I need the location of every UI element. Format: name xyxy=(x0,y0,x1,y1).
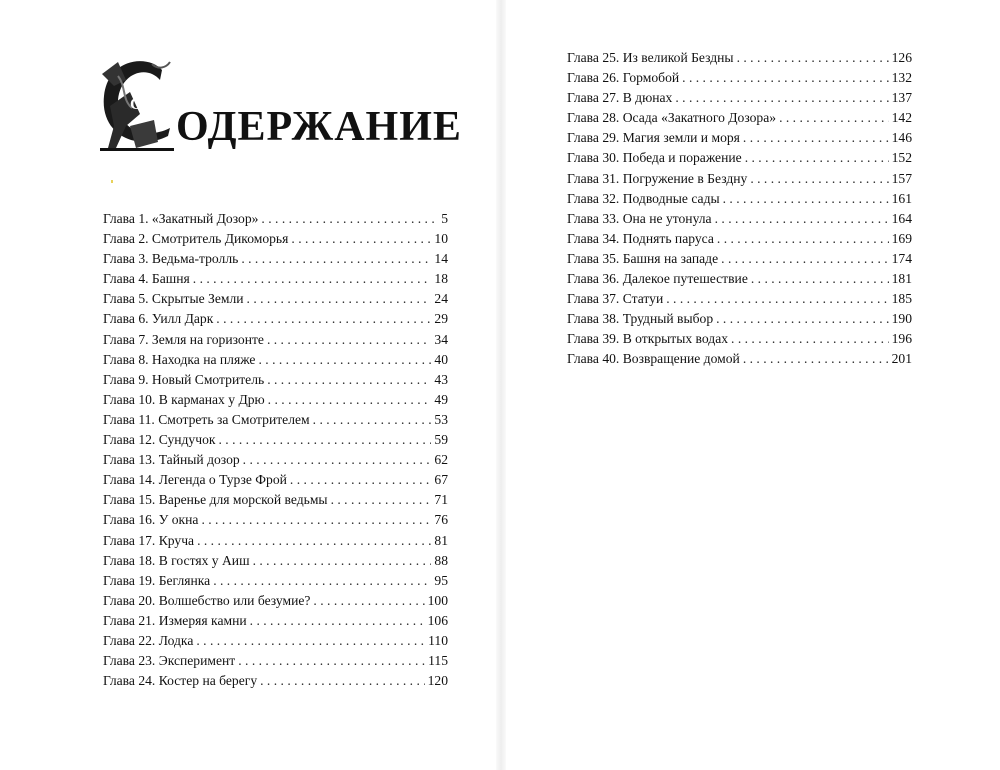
toc-leader-dots xyxy=(258,350,431,370)
toc-entry-title: Глава 26. Гормобой xyxy=(567,70,680,86)
toc-entry-title: Глава 34. Поднять паруса xyxy=(567,230,714,246)
toc-entry-page: 40 xyxy=(434,351,448,367)
toc-entry xyxy=(567,329,912,349)
toc-entry-title: Глава 10. В карманах у Дрю xyxy=(103,391,265,407)
toc-leader-dots xyxy=(268,390,432,410)
toc-entry xyxy=(103,289,448,309)
toc-entry-page: 110 xyxy=(428,632,448,648)
toc-leader-dots xyxy=(313,591,424,611)
toc-leader-dots xyxy=(196,631,425,651)
toc-entry xyxy=(103,209,448,229)
toc-leader-dots xyxy=(290,470,431,490)
toc-entry-page: 34 xyxy=(434,331,448,347)
toc-leader-dots xyxy=(201,510,431,530)
toc-entry-page: 190 xyxy=(891,311,912,327)
toc-entry-title: Глава 9. Новый Смотритель xyxy=(103,371,265,387)
toc-entry-title: Глава 19. Беглянка xyxy=(103,572,211,588)
toc-entry xyxy=(567,289,912,309)
toc-entry-page: 43 xyxy=(434,371,448,387)
toc-leader-dots xyxy=(193,269,432,289)
toc-entry-title: Глава 5. Скрытые Земли xyxy=(103,291,244,307)
toc-column-left xyxy=(103,209,448,691)
toc-entry-title: Глава 1. «Закатный Дозор» xyxy=(103,211,259,226)
toc-entry xyxy=(103,531,448,551)
toc-entry-page: 161 xyxy=(891,190,912,206)
toc-entry-title: Глава 23. Эксперимент xyxy=(103,653,236,669)
toc-leader-dots xyxy=(721,249,888,269)
toc-entry xyxy=(103,350,448,370)
toc-entry-title: Глава 21. Измеряя камни xyxy=(103,612,247,628)
toc-entry-page: 157 xyxy=(891,170,912,186)
toc-leader-dots xyxy=(723,189,889,209)
toc-entry xyxy=(567,189,912,209)
toc-entry-page: 81 xyxy=(434,532,448,548)
toc-leader-dots xyxy=(682,68,888,88)
toc-entry xyxy=(103,390,448,410)
toc-entry xyxy=(567,148,912,168)
ornamental-initial xyxy=(96,56,178,152)
title-text: ОДЕРЖАНИЕ xyxy=(176,104,462,150)
toc-entry xyxy=(103,551,448,571)
toc-entry xyxy=(103,410,448,430)
toc-entry xyxy=(567,48,912,68)
toc-entry-page: 152 xyxy=(891,150,912,166)
print-speck xyxy=(111,180,113,183)
toc-entry-page: 169 xyxy=(891,230,912,246)
toc-leader-dots xyxy=(238,651,425,671)
toc-leader-dots xyxy=(313,410,432,430)
toc-entry-page: 132 xyxy=(891,70,912,86)
toc-entry xyxy=(103,510,448,530)
toc-entry-page: 67 xyxy=(434,472,448,488)
toc-entry-page: 120 xyxy=(427,673,448,689)
toc-entry-page: 201 xyxy=(891,351,912,367)
toc-entry-title: Глава 6. Уилл Дарк xyxy=(103,311,214,327)
toc-entry-page: 164 xyxy=(891,210,912,226)
toc-entry-title: Глава 36. Далекое путешествие xyxy=(567,271,748,287)
toc-entry xyxy=(103,450,448,470)
toc-leader-dots xyxy=(243,450,432,470)
toc-leader-dots xyxy=(291,229,431,249)
toc-entry xyxy=(103,490,448,510)
toc-leader-dots xyxy=(716,309,888,329)
toc-entry-page: 126 xyxy=(891,50,912,65)
toc-entry-title: Глава 31. Погружение в Бездну xyxy=(567,170,748,186)
toc-entry-title: Глава 8. Находка на пляже xyxy=(103,351,256,367)
toc-entry-title: Глава 14. Легенда о Турзе Фрой xyxy=(103,472,287,488)
toc-leader-dots xyxy=(250,611,425,631)
toc-entry-title: Глава 2. Смотритель Дикоморья xyxy=(103,231,289,247)
toc-entry-title: Глава 11. Смотреть за Смотрителем xyxy=(103,411,310,427)
toc-entry-page: 196 xyxy=(891,331,912,347)
toc-entry-page: 5 xyxy=(441,211,448,226)
toc-entry xyxy=(567,68,912,88)
toc-leader-dots xyxy=(331,490,432,510)
toc-entry-page: 24 xyxy=(434,291,448,307)
toc-leader-dots xyxy=(737,48,889,68)
toc-entry xyxy=(103,309,448,329)
toc-leader-dots xyxy=(779,108,889,128)
toc-entry-page: 76 xyxy=(434,512,448,528)
toc-entry-title: Глава 38. Трудный выбор xyxy=(567,311,714,327)
toc-entry-title: Глава 12. Сундучок xyxy=(103,432,216,448)
toc-entry xyxy=(103,571,448,591)
toc-leader-dots xyxy=(750,169,888,189)
toc-leader-dots xyxy=(715,209,889,229)
toc-leader-dots xyxy=(253,551,432,571)
toc-entry-title: Глава 3. Ведьма-тролль xyxy=(103,251,239,267)
toc-entry xyxy=(103,330,448,350)
toc-leader-dots xyxy=(675,88,888,108)
toc-entry-title: Глава 28. Осада «Закатного Дозора» xyxy=(567,110,777,126)
toc-entry xyxy=(103,229,448,249)
toc-entry-title: Глава 27. В дюнах xyxy=(567,90,673,106)
toc-leader-dots xyxy=(197,531,431,551)
toc-entry-page: 88 xyxy=(434,552,448,568)
toc-leader-dots xyxy=(751,269,889,289)
toc-entry xyxy=(567,309,912,329)
toc-entry-title: Глава 37. Статуи xyxy=(567,291,664,307)
toc-leader-dots xyxy=(743,349,889,369)
toc-entry-page: 10 xyxy=(434,231,448,247)
toc-entry xyxy=(567,249,912,269)
toc-entry xyxy=(567,269,912,289)
toc-entry xyxy=(567,349,912,369)
toc-entry-title: Глава 7. Земля на горизонте xyxy=(103,331,264,347)
toc-leader-dots xyxy=(267,370,431,390)
toc-entry-title: Глава 16. У окна xyxy=(103,512,199,528)
toc-entry-title: Глава 32. Подводные сады xyxy=(567,190,720,206)
toc-entry-title: Глава 18. В гостях у Аиш xyxy=(103,552,250,568)
toc-entry xyxy=(103,591,448,611)
toc-entry-page: 137 xyxy=(891,90,912,106)
toc-entry xyxy=(103,370,448,390)
toc-leader-dots xyxy=(216,309,431,329)
toc-leader-dots xyxy=(666,289,888,309)
toc-entry-page: 53 xyxy=(434,411,448,427)
toc-entry-page: 115 xyxy=(428,653,448,669)
toc-entry-title: Глава 30. Победа и поражение xyxy=(567,150,742,166)
toc-leader-dots xyxy=(745,148,889,168)
toc-entry-page: 14 xyxy=(434,251,448,267)
toc-entry xyxy=(103,671,448,691)
toc-entry xyxy=(567,88,912,108)
toc-entry xyxy=(567,128,912,148)
toc-entry-title: Глава 40. Возвращение домой xyxy=(567,351,740,367)
toc-entry-page: 71 xyxy=(434,492,448,508)
toc-leader-dots xyxy=(241,249,431,269)
toc-column-right xyxy=(567,48,912,370)
toc-entry xyxy=(103,430,448,450)
toc-entry-page: 181 xyxy=(891,271,912,287)
toc-entry-title: Глава 39. В открытых водах xyxy=(567,331,729,347)
toc-entry xyxy=(103,631,448,651)
toc-leader-dots xyxy=(731,329,889,349)
toc-leader-dots xyxy=(247,289,432,309)
toc-entry-title: Глава 33. Она не утонула xyxy=(567,210,712,226)
toc-entry-page: 62 xyxy=(434,452,448,468)
toc-entry-page: 146 xyxy=(891,130,912,146)
toc-leader-dots xyxy=(267,330,431,350)
toc-entry-page: 29 xyxy=(434,311,448,327)
toc-entry xyxy=(567,209,912,229)
toc-entry xyxy=(103,651,448,671)
toc-entry-page: 49 xyxy=(434,391,448,407)
toc-entry-page: 174 xyxy=(891,250,912,266)
toc-entry-page: 59 xyxy=(434,432,448,448)
toc-entry xyxy=(567,229,912,249)
toc-entry xyxy=(103,470,448,490)
toc-entry-title: Глава 22. Лодка xyxy=(103,632,194,648)
toc-entry-title: Глава 24. Костер на берегу xyxy=(103,673,258,689)
toc-entry xyxy=(103,611,448,631)
toc-entry-page: 185 xyxy=(891,291,912,307)
toc-leader-dots xyxy=(218,430,431,450)
page-title xyxy=(96,56,462,152)
toc-entry-title: Глава 29. Магия земли и моря xyxy=(567,130,740,146)
toc-entry xyxy=(567,108,912,128)
toc-leader-dots xyxy=(717,229,889,249)
toc-entry-title: Глава 15. Варенье для морской ведьмы xyxy=(103,492,328,508)
toc-entry-page: 106 xyxy=(427,612,448,628)
toc-entry-title: Глава 35. Башня на западе xyxy=(567,250,719,266)
toc-leader-dots xyxy=(260,671,424,691)
toc-entry xyxy=(103,249,448,269)
toc-entry-page: 95 xyxy=(434,572,448,588)
title-initial: С xyxy=(130,96,142,113)
toc-entry-page: 100 xyxy=(427,592,448,608)
toc-entry-title: Глава 25. Из великой Бездны xyxy=(567,50,734,65)
toc-entry-title: Глава 13. Тайный дозор xyxy=(103,452,240,468)
toc-leader-dots xyxy=(261,209,438,229)
toc-entry-page: 18 xyxy=(434,271,448,287)
toc-entry-title: Глава 4. Башня xyxy=(103,271,190,287)
toc-entry-title: Глава 17. Круча xyxy=(103,532,195,548)
book-gutter xyxy=(496,0,506,770)
toc-entry-title: Глава 20. Волшебство или безумие? xyxy=(103,592,311,608)
toc-leader-dots xyxy=(213,571,431,591)
toc-leader-dots xyxy=(743,128,889,148)
toc-entry xyxy=(567,169,912,189)
toc-entry xyxy=(103,269,448,289)
toc-entry-page: 142 xyxy=(891,110,912,126)
